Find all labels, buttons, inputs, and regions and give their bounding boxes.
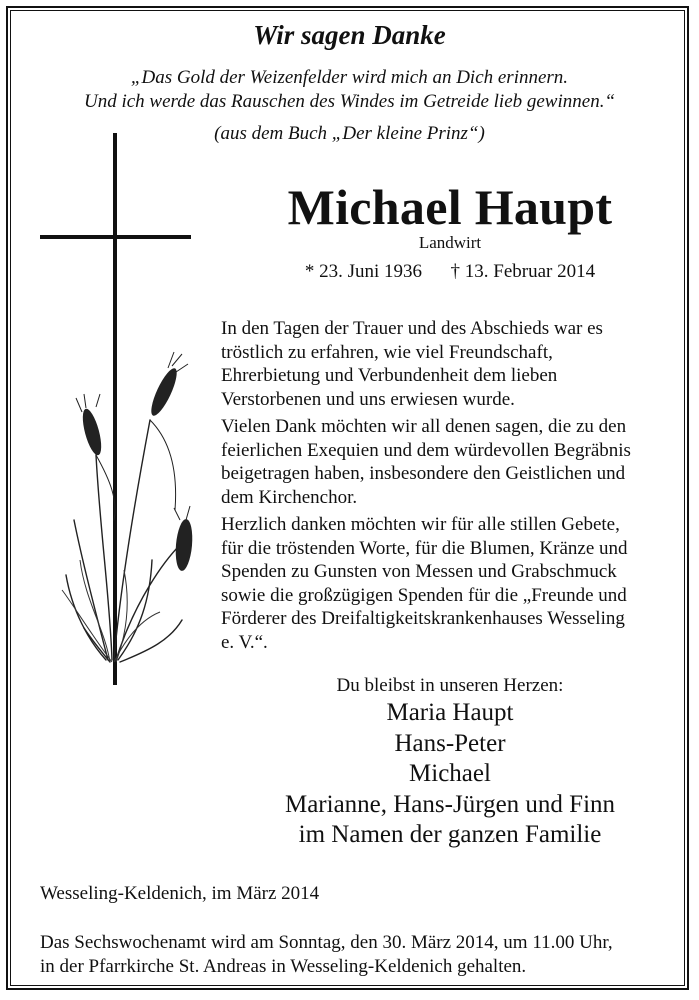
notice-line: in der Pfarrkirche St. Andreas in Wesseling-Keldenich gehalten. [40,955,527,977]
wheat-ear-left [76,394,105,457]
cross-icon [40,133,191,685]
notice-line: Das Sechswochenamt wird am Sonntag, den 30. März 2014, um 11.00 Uhr, [40,932,613,953]
place-and-date: Wesseling-Keldenich, im März 2014 [40,883,320,904]
closing-line: Du bleibst in unseren Herzen: [336,675,564,696]
thanks-text [221,317,641,658]
quote-line: Und ich werde das Rauschen des Windes im Getreide lieb gewinnen.“ [83,91,616,112]
family-member: Maria Haupt [386,699,514,726]
deceased-name: Michael Haupt [287,179,613,235]
deceased-profession: Landwirt [418,233,482,252]
heading: Wir sagen Danke [253,20,446,50]
wheat-illustration [66,420,182,662]
birth-date: * 23. Juni 1936 [304,261,423,282]
life-dates [210,261,690,283]
wheat-ear-top [147,352,188,419]
paragraph: In den Tagen der Trauer und des Abschieds war es tröstlich zu erfahren, wie viel Freundschaft, Ehrerbietung und Verbundenheit dem lieben Verstorbenen und uns erwiesen wurde. [221,318,603,410]
family-member: Hans-Peter [394,729,506,757]
service-notice [40,931,680,978]
quote-line: „Das Gold der Weizenfelder wird mich an Dich erinnern. [130,67,569,88]
death-date: † 13. Februar 2014 [450,261,596,282]
family-member: Michael [409,760,491,787]
family-member: Marianne, Hans-Jürgen und Finn [284,790,616,818]
family-signatures [200,698,699,851]
family-member: im Namen der ganzen Familie [298,821,602,848]
paragraph: Vielen Dank möchten wir all denen sagen, die zu den feierlichen Exequien und dem würdevollen Begräbnis beigetragen haben, insbesondere den Geistlichen und dem Kirchenchor. [221,416,631,508]
quote-source: (aus dem Buch „Der kleine Prinz“) [214,123,485,144]
wheat-ear-right [174,506,194,572]
paragraph: Herzlich danken möchten wir für alle stillen Gebete, für die tröstenden Worte, für die Blumen, Kränze und Spenden zu Gunsten von Messen und Grabschmuck sowie die großzügigen Spenden für die „Freunde und Förderer des Dreifaltigkeitskrankenhauses Wesseling e. V.“. [221,514,628,653]
